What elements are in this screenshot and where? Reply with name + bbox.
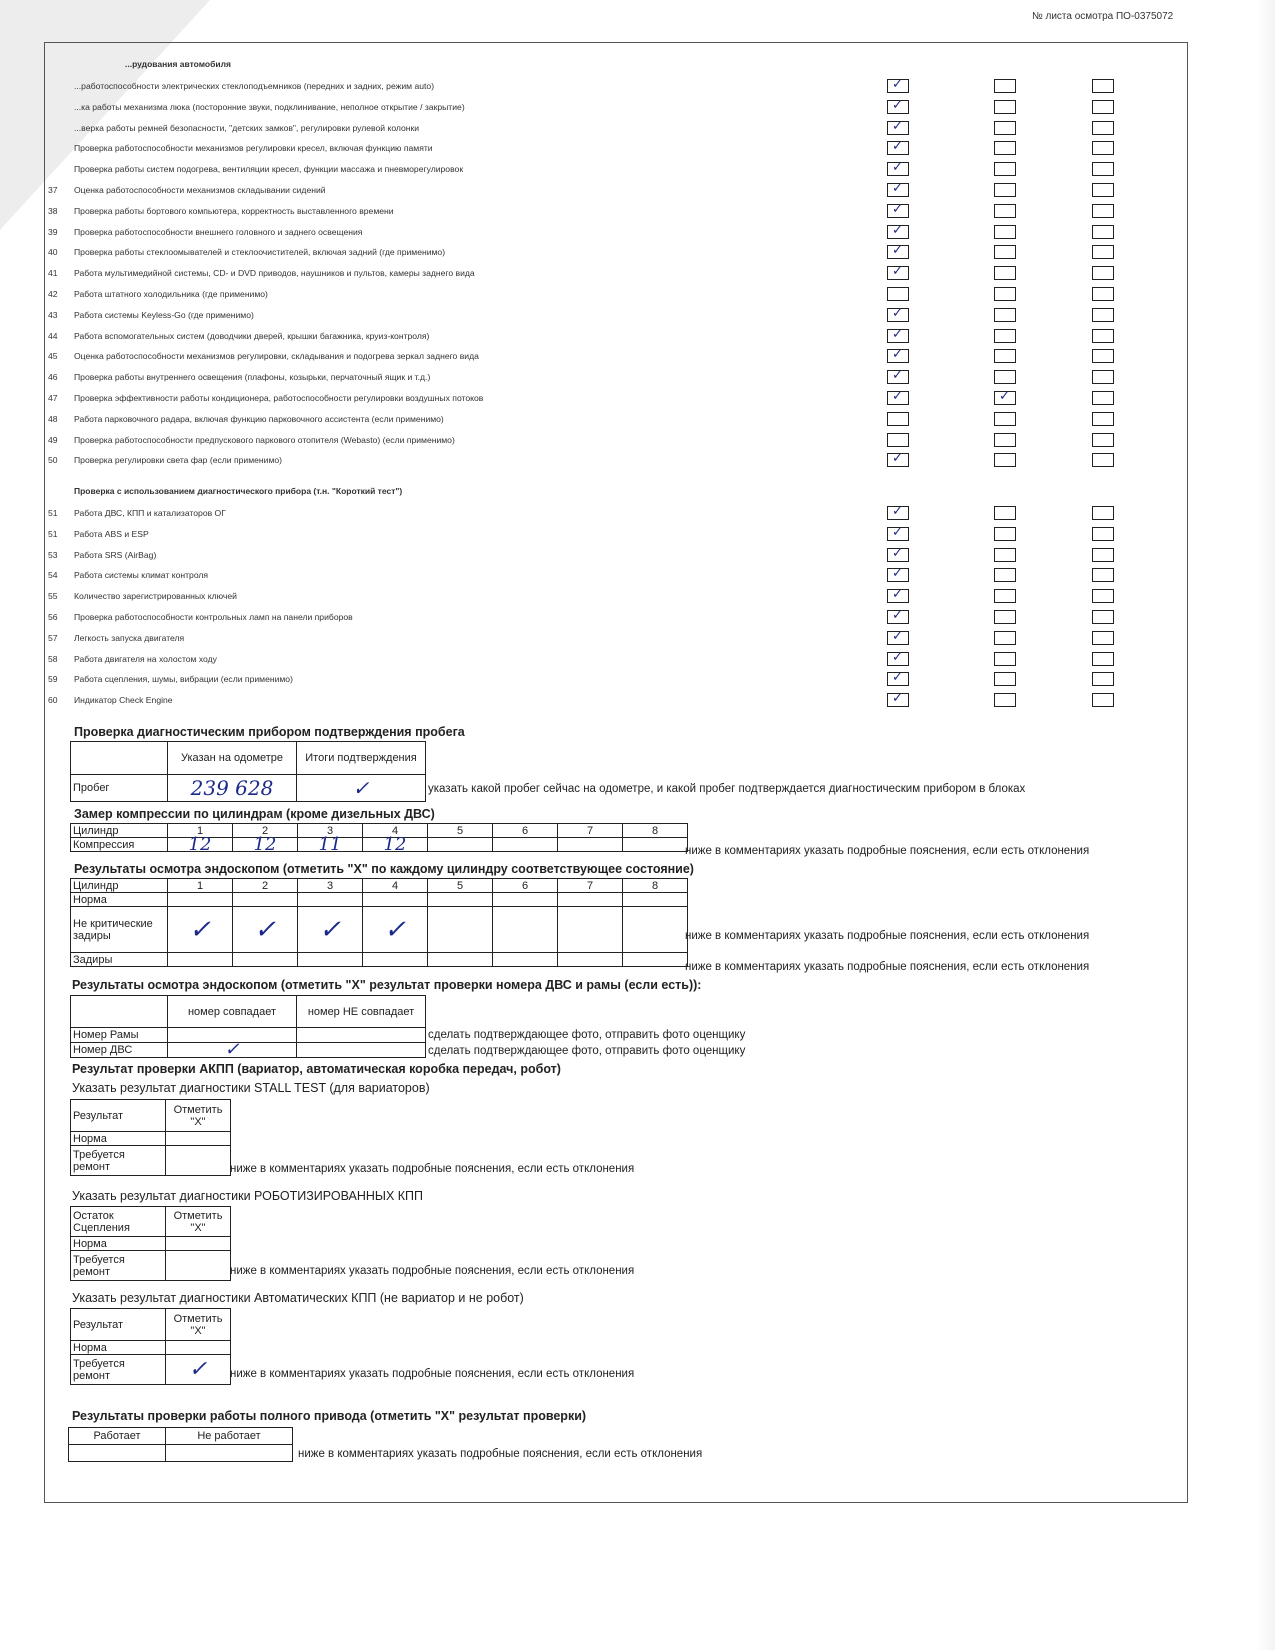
endoscope-row-noncritical: Не критические задиры [71,907,168,953]
equipment-item-label: Проверка работоспособности предпускового паркового отопителя (Webasto) (если применимо) [74,434,455,445]
endoscope-row-scuff: Задиры [71,953,168,967]
awd-note: ниже в комментариях указать подробные пояснения, если есть отклонения [298,1448,703,1460]
equipment-checkbox-col2[interactable] [994,287,1016,301]
equipment-checkbox-col3[interactable] [1092,370,1114,384]
robot-row-norm: Норма [71,1237,166,1251]
equipment-item [48,100,465,114]
equipment-item [48,225,362,239]
equipment-item [48,183,326,197]
equipment-checkbox-col3[interactable] [1092,287,1114,301]
equipment-checkbox-col2[interactable] [994,370,1016,384]
diagnostic-checkbox-col2[interactable] [994,693,1016,707]
awd-title: Результаты проверки работы полного привода (отметить "X" результат проверки) [72,1409,587,1423]
endo-cyl-2: 2 [233,879,298,893]
diagnostic-item [48,527,149,541]
auto-row-norm: Норма [71,1341,166,1355]
engine-number-note: сделать подтверждающее фото, отправить фото оценщику [428,1045,746,1057]
robot-title: Указать результат диагностики РОБОТИЗИРОВАННЫХ КПП [72,1189,424,1203]
auto-mark-header: Отметить "X" [166,1309,231,1341]
diagnostic-checkbox-col2[interactable] [994,589,1016,603]
compression-value-7[interactable] [558,838,623,852]
equipment-item-number: 39 [48,226,58,237]
equipment-item-label: Работа парковочного радара, включая функцию парковочного ассистента (если применимо) [74,413,444,424]
diagnostic-item-label: Работа системы климат контроля [74,570,209,581]
compression-value-3[interactable]: 11 [298,838,363,852]
equipment-checkbox-col2[interactable] [994,100,1016,114]
cvt-row-norm: Норма [71,1132,166,1146]
equipment-item-label: Работа штатного холодильника (где применимо) [74,289,268,299]
equipment-checkbox-col1[interactable] [887,433,909,447]
numbers-table [70,995,426,1058]
section-equipment-title: ...рудования автомобиля [125,59,231,69]
akpp-title: Результат проверки АКПП (вариатор, автоматическая коробка передач, робот) [72,1062,561,1076]
equipment-item-number: 44 [48,330,58,341]
diagnostic-item-label: Работа SRS (AirBag) [74,549,157,560]
equipment-check-mark: ✓ [892,97,903,113]
equipment-checkbox-col2[interactable] [994,225,1016,239]
equipment-check-mark: ✓ [892,160,903,176]
awd-works-cell[interactable] [69,1445,166,1462]
equipment-checkbox-col1[interactable] [887,287,909,301]
diagnostic-item [48,610,353,624]
equipment-item [48,433,455,447]
noncrit-mark-7[interactable] [558,907,623,953]
equipment-check-mark: ✓ [892,139,903,155]
cyl-header-2: 2 [233,824,298,838]
equipment-item-label: ...работоспособности электрических стеклоподъемников (передних и задних, режим auto) [74,81,435,91]
diagnostic-checkbox-col3[interactable] [1092,527,1114,541]
diagnostic-item-number: 51 [48,528,58,539]
equipment-item-label: Работа вспомогательных систем (доводчики дверей, крышки багажника, круиз-контроля) [74,330,430,341]
noncrit-mark-8[interactable] [623,907,688,953]
equipment-item-number: 49 [48,434,58,445]
equipment-checkbox-col2[interactable] [994,349,1016,363]
equipment-checkbox-col2[interactable] [994,162,1016,176]
diagnostic-checkbox-col3[interactable] [1092,652,1114,666]
equipment-item [48,349,479,363]
equipment-item [48,308,254,322]
equipment-check-mark: ✓ [892,326,903,342]
cyl-header-4: 4 [363,824,428,838]
diagnostic-item-number: 59 [48,674,58,685]
diagnostic-checkbox-col2[interactable] [994,548,1016,562]
endoscope-cyl-label: Цилиндр [71,879,168,893]
diagnostic-item [48,631,184,645]
equipment-checkbox-col2[interactable] [994,183,1016,197]
diagnostic-item [48,672,293,686]
cvt-note: ниже в комментариях указать подробные пояснения, если есть отклонения [230,1163,635,1175]
diagnostic-item-number: 57 [48,632,58,643]
diagnostic-checkbox-col3[interactable] [1092,610,1114,624]
robot-clutch-header: Остаток Сцепления [71,1207,166,1237]
noncrit-mark-6[interactable] [493,907,558,953]
diagnostic-check-mark: ✓ [892,691,903,707]
compression-value-4[interactable]: 12 [363,838,428,852]
equipment-item [48,287,268,301]
diagnostic-check-mark: ✓ [892,670,903,686]
sheet-number: № листа осмотра ПО-0375072 [1032,11,1174,22]
compression-table [70,823,688,855]
noncrit-mark-1[interactable]: ✓ [168,907,233,953]
engine-number-label: Номер ДВС [71,1043,168,1058]
equipment-check-mark: ✓ [999,389,1010,404]
endo-cyl-6: 6 [493,879,558,893]
diagnostic-checkbox-col2[interactable] [994,631,1016,645]
equipment-item-number: 41 [48,268,58,279]
equipment-checkbox-col3[interactable] [1092,141,1114,155]
diagnostic-check-mark: ✓ [892,628,903,644]
diagnostic-check-mark: ✓ [892,587,903,603]
equipment-check-mark: ✓ [892,181,903,196]
equipment-check-mark: ✓ [892,389,903,404]
diagnostic-checkbox-col3[interactable] [1092,693,1114,707]
diagnostic-check-mark: ✓ [892,566,903,582]
equipment-item [48,370,430,384]
endo-cyl-7: 7 [558,879,623,893]
equipment-checkbox-col3[interactable] [1092,121,1114,135]
diagnostic-checkbox-col2[interactable] [994,672,1016,686]
diagnostic-item [48,589,237,603]
endo-cyl-1: 1 [168,879,233,893]
equipment-item-number: 46 [48,372,58,383]
equipment-item-number: 38 [48,205,58,216]
confirm-value[interactable]: ✓ [297,775,426,802]
odometer-header: Указан на одометре [168,742,297,775]
mileage-title: Проверка диагностическим прибором подтверждения пробега [74,725,465,739]
equipment-checkbox-col1[interactable] [887,412,909,426]
diagnostic-check-mark: ✓ [892,524,903,540]
equipment-item-number: 47 [48,393,58,403]
equipment-item-number: 42 [48,289,58,299]
equipment-item [48,162,463,176]
awd-notworks-header: Не работает [166,1428,293,1445]
equipment-item-number: 50 [48,455,58,466]
equipment-checkbox-col3[interactable] [1092,204,1114,218]
equipment-checkbox-col2[interactable] [994,266,1016,280]
cyl-header-1: 1 [168,824,233,838]
equipment-check-mark: ✓ [892,305,903,321]
diagnostic-checkbox-col3[interactable] [1092,672,1114,686]
awd-notworks-cell[interactable] [166,1445,293,1462]
equipment-checkbox-col3[interactable] [1092,329,1114,343]
equipment-item [48,79,434,93]
equipment-checkbox-col2[interactable] [994,308,1016,322]
equipment-item-label: Проверка работы систем подогрева, вентиляции кресел, функции массажа и пневморегулировок [74,164,464,175]
diagnostic-checkbox-col2[interactable] [994,506,1016,520]
robot-row-repair: Требуется ремонт [71,1251,166,1281]
compression-value-1[interactable]: 12 [168,838,233,852]
equipment-checkbox-col2[interactable] [994,433,1016,447]
diagnostic-item-number: 54 [48,570,58,581]
frame-number-label: Номер Рамы [71,1028,168,1043]
page-edge-shadow [1257,0,1275,1650]
cvt-row-repair: Требуется ремонт [71,1146,166,1176]
equipment-checkbox-col3[interactable] [1092,79,1114,93]
compression-title: Замер компрессии по цилиндрам (кроме дизельных ДВС) [74,807,435,821]
equipment-item [48,141,433,155]
diagnostic-checkbox-col3[interactable] [1092,548,1114,562]
cvt-table [70,1099,231,1176]
diagnostic-item-number: 58 [48,653,58,664]
equipment-item-label: Проверка эффективности работы кондиционера, работоспособности регулировки воздушных потоков [74,393,484,403]
diagnostic-check-mark: ✓ [892,545,903,561]
awd-works-header: Работает [69,1428,166,1445]
diagnostic-item-label: Проверка работоспособности контрольных ламп на панели приборов [74,612,353,622]
equipment-item-number: 40 [48,247,58,258]
compression-value-8[interactable] [623,838,688,852]
numbers-nomatch-header: номер НЕ совпадает [297,996,426,1028]
compression-row-label: Компрессия [71,838,168,852]
equipment-checkbox-col3[interactable] [1092,225,1114,239]
robot-note: ниже в комментариях указать подробные пояснения, если есть отклонения [230,1265,635,1277]
diagnostic-checkbox-col2[interactable] [994,610,1016,624]
endo-cyl-3: 3 [298,879,363,893]
endo-cyl-5: 5 [428,879,493,893]
equipment-check-mark: ✓ [892,222,903,238]
equipment-check-mark: ✓ [892,201,903,217]
equipment-item-label: Проверка работоспособности механизмов регулировки кресел, включая функцию памяти [74,143,433,154]
equipment-checkbox-col3[interactable] [1092,349,1114,363]
auto-result-header: Результат [71,1309,166,1341]
compression-value-6[interactable] [493,838,558,852]
equipment-item [48,121,419,135]
equipment-checkbox-col2[interactable] [994,79,1016,93]
diagnostic-item-label: Легкость запуска двигателя [74,632,185,643]
compression-cyl-label: Цилиндр [71,824,168,838]
equipment-item-number: 45 [48,351,58,362]
noncrit-mark-5[interactable] [428,907,493,953]
equipment-check-mark: ✓ [892,118,903,134]
equipment-item [48,412,444,426]
equipment-checkbox-col3[interactable] [1092,308,1114,322]
equipment-item [48,329,429,343]
compression-value-5[interactable] [428,838,493,852]
diagnostic-item-number: 56 [48,612,58,622]
section-diagnostic-title: Проверка с использованием диагностического прибора (т.н. "Короткий тест") [74,486,403,496]
endo-cyl-4: 4 [363,879,428,893]
diagnostic-check-mark: ✓ [892,649,903,665]
cyl-header-3: 3 [298,824,363,838]
equipment-checkbox-col2[interactable] [994,453,1016,467]
equipment-check-mark: ✓ [892,77,903,92]
engine-number-match-mark[interactable]: ✓ [168,1043,297,1058]
equipment-item-label: Работа мультимедийной системы, CD- и DVD приводов, наушников и пультов, камеры заднего вида [74,268,475,279]
equipment-checkbox-col2[interactable] [994,204,1016,218]
diagnostic-checkbox-col3[interactable] [1092,506,1114,520]
diagnostic-item [48,652,217,666]
equipment-checkbox-col2[interactable] [994,412,1016,426]
diagnostic-checkbox-col3[interactable] [1092,568,1114,582]
cvt-title: Указать результат диагностики STALL TEST (для вариаторов) [72,1081,430,1095]
endoscope-note-2: ниже в комментариях указать подробные пояснения, если есть отклонения [685,961,1090,973]
diagnostic-item-number: 51 [48,508,58,518]
equipment-item [48,391,483,405]
equipment-item-label: Работа системы Keyless-Go (где применимо) [74,309,254,320]
equipment-item-label: Проверка работоспособности внешнего головного и заднего освещения [74,226,363,237]
equipment-item-number: 37 [48,185,58,195]
equipment-item [48,453,282,467]
equipment-checkbox-col2[interactable] [994,329,1016,343]
diagnostic-item [48,568,208,582]
auto-note: ниже в комментариях указать подробные пояснения, если есть отклонения [230,1368,635,1380]
equipment-check-mark: ✓ [892,264,903,280]
diagnostic-item-number: 55 [48,591,58,602]
diagnostic-item-number: 60 [48,695,58,706]
equipment-item-number: 43 [48,309,58,320]
frame-number-note: сделать подтверждающее фото, отправить фото оценщику [428,1029,746,1041]
diagnostic-checkbox-col3[interactable] [1092,631,1114,645]
equipment-item [48,266,475,280]
endoscope-table [70,878,688,967]
auto-repair-mark[interactable]: ✓ [166,1355,231,1385]
robot-mark-header: Отметить "X" [166,1207,231,1237]
diagnostic-item-label: Количество зарегистрированных ключей [74,591,237,602]
endoscope-title: Результаты осмотра эндоскопом (отметить "X" по каждому цилиндру соответствующее состояние) [74,862,694,876]
compression-note: ниже в комментариях указать подробные пояснения, если есть отклонения [685,845,1090,857]
diagnostic-item-label: Работа двигателя на холостом ходу [74,653,217,664]
diagnostic-item-label: Индикатор Check Engine [74,695,173,706]
cvt-result-header: Результат [71,1100,166,1132]
diagnostic-checkbox-col2[interactable] [994,527,1016,541]
auto-table [70,1308,231,1385]
cyl-header-8: 8 [623,824,688,838]
equipment-checkbox-col3[interactable] [1092,412,1114,426]
compression-value-2[interactable]: 12 [233,838,298,852]
equipment-item [48,204,394,218]
diagnostic-checkbox-col2[interactable] [994,568,1016,582]
equipment-item [48,245,445,259]
odometer-value[interactable]: 239 628 [168,775,297,802]
equipment-checkbox-col2[interactable] [994,141,1016,155]
awd-table [68,1427,293,1462]
noncrit-mark-4[interactable]: ✓ [363,907,428,953]
equipment-checkbox-col3[interactable] [1092,162,1114,176]
diagnostic-item-label: Работа ДВС, КПП и катализаторов ОГ [74,508,226,518]
diagnostic-item-label: Работа сцепления, шумы, вибрации (если применимо) [74,674,293,685]
equipment-checkbox-col3[interactable] [1092,391,1114,405]
diagnostic-item-number: 53 [48,549,58,560]
cyl-header-7: 7 [558,824,623,838]
diagnostic-item [48,548,156,562]
auto-title: Указать результат диагностики Автоматических КПП (не вариатор и не робот) [72,1291,524,1305]
diagnostic-item-label: Работа ABS и ESP [74,528,149,539]
equipment-check-mark: ✓ [892,451,903,467]
diagnostic-checkbox-col2[interactable] [994,652,1016,666]
equipment-check-mark: ✓ [892,368,903,384]
equipment-checkbox-col2[interactable] [994,121,1016,135]
equipment-checkbox-col2[interactable] [994,245,1016,259]
equipment-check-mark: ✓ [892,243,903,259]
confirm-header: Итоги подтверждения [297,742,426,775]
mileage-row-label: Пробег [71,775,168,802]
noncrit-mark-3[interactable]: ✓ [298,907,363,953]
diagnostic-checkbox-col3[interactable] [1092,589,1114,603]
diagnostic-item [48,506,226,520]
equipment-item-label: Проверка работы внутреннего освещения (плафоны, козырьки, перчаточный ящик и т.д.) [74,372,431,383]
robot-table [70,1206,231,1281]
equipment-checkbox-col3[interactable] [1092,453,1114,467]
numbers-title: Результаты осмотра эндоскопом (отметить "X" результат проверки номера ДВС и рамы (если есть)): [72,978,702,992]
mileage-table [70,741,426,802]
diagnostic-check-mark: ✓ [892,504,903,519]
equipment-checkbox-col3[interactable] [1092,433,1114,447]
equipment-item-number: 48 [48,413,58,424]
equipment-checkbox-col3[interactable] [1092,183,1114,197]
mileage-note: указать какой пробег сейчас на одометре, и какой пробег подтверждается диагностическим прибором в блоках [428,783,1026,795]
equipment-item-label: ...верка работы ремней безопасности, "детских замков", регулировки рулевой колонки [74,122,420,133]
equipment-item-label: ...ка работы механизма люка (посторонние звуки, подклинивание, неполное открытие / закрытие) [74,101,465,112]
cyl-header-6: 6 [493,824,558,838]
diagnostic-check-mark: ✓ [892,608,903,623]
auto-row-repair: Требуется ремонт [71,1355,166,1385]
equipment-check-mark: ✓ [892,347,903,363]
cyl-header-5: 5 [428,824,493,838]
equipment-item-label: Проверка работы стеклоомывателей и стеклоочистителей, включая задний (где применимо) [74,247,446,258]
noncrit-mark-2[interactable]: ✓ [233,907,298,953]
cvt-mark-header: Отметить "X" [166,1100,231,1132]
numbers-match-header: номер совпадает [168,996,297,1028]
equipment-checkbox-col3[interactable] [1092,266,1114,280]
equipment-item-label: Проверка регулировки света фар (если применимо) [74,455,283,466]
equipment-checkbox-col3[interactable] [1092,245,1114,259]
equipment-item-label: Проверка работы бортового компьютера, корректность выставленного времени [74,205,394,216]
diagnostic-item [48,693,173,707]
endo-cyl-8: 8 [623,879,688,893]
equipment-item-label: Оценка работоспособности механизмов складывании сидений [74,185,326,195]
equipment-item-label: Оценка работоспособности механизмов регулировки, складывания и подогрева зеркал заднего вида [74,351,479,362]
endoscope-row-norm: Норма [71,893,168,907]
equipment-checkbox-col3[interactable] [1092,100,1114,114]
endoscope-note-1: ниже в комментариях указать подробные пояснения, если есть отклонения [685,930,1090,942]
